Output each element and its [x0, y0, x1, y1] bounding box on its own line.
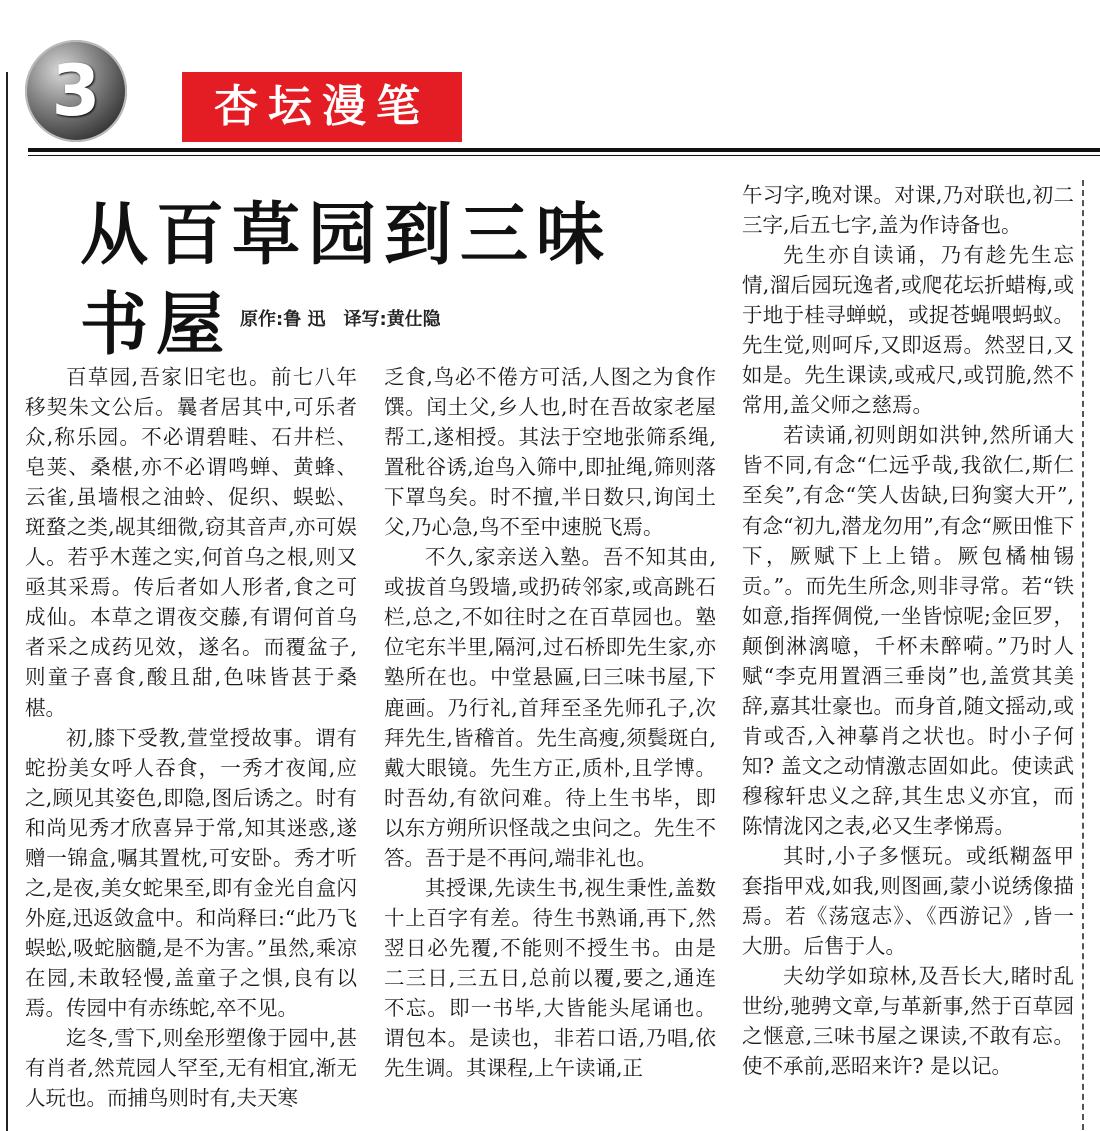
text-column-3 — [742, 180, 1074, 1128]
paragraph-continued: 午习字,晚对课。对课,乃对联也,初二三字,后五七字,盖为作诗备也。 — [742, 183, 1074, 238]
article-title: 从百草园到三味书屋 — [80, 195, 613, 365]
issue-number-badge — [25, 40, 127, 142]
paragraph: 若读诵,初则朗如洪钟,然所诵大皆不同,有念“仁远乎哉,我欲仁,斯仁至矣”,有念“笑人齿缺,曰狗窦大开”,有念“初九,潜龙勿用”,有念“厥田惟下下，厥赋下上上错。厥包橘柚锡贡。”。而先生所念,则非寻常。若“铁如意,指挥倜傥,一坐皆惊呢;金叵罗，颠倒淋漓噫，千杯未醉嗬。”乃时人赋“李克用置酒三垂岗”也,盖赏其美辞,嘉其壮豪也。而身首,随文摇动,或肯或否,入神摹肖之状也。时小子何知? 盖文之动情激志固如此。使读武穆稼轩忠义之辞,其生忠义亦宜，而陈情泷冈之表,必又生孝悌焉。 — [742, 423, 1074, 838]
paragraph-continued: 乏食,鸟必不倦方可活,人图之为食作馔。闰土父,乡人也,时在吾故家老屋帮工,遂相授。其法于空地张筛系绳,置秕谷诱,迨鸟入筛中,即扯绳,筛则落下罩鸟矣。时不擅,半日数只,询闰土父,乃心急,鸟不至中速脱飞焉。 — [384, 365, 716, 540]
issue-number: 3 — [51, 50, 101, 132]
header-rule-thick — [28, 148, 1100, 152]
author-name: 鲁 迅 — [283, 309, 326, 330]
text-column-2 — [384, 362, 716, 1128]
left-margin-rule — [6, 72, 8, 1131]
dashed-cut-line — [1082, 180, 1084, 1130]
translator-name: 黄仕隐 — [386, 309, 441, 330]
paragraph: 迄冬,雪下,则垒形塑像于园中,甚有肖者,然荒园人罕至,无有相宜,渐无人玩也。而捕鸟则时有,夫天寒 — [25, 1026, 357, 1111]
paragraph: 先生亦自读诵，乃有趁先生忘情,溜后园玩逸者,或爬花坛折蜡梅,或于地于桂寻蝉蜕，或捉苍蝇喂蚂蚁。先生觉,则呵斥,又即返焉。然翌日,又如是。先生课读,或戒尺,或罚脆,然不常用,盖父师之慈焉。 — [742, 243, 1074, 418]
text-column-1 — [25, 362, 357, 1128]
paragraph: 百草园,吾家旧宅也。前七八年移契朱文公后。曩者居其中,可乐者众,称乐园。不必谓碧畦、石井栏、皂荚、桑椹,亦不必谓鸣蝉、黄蜂、云雀,虽墙根之油蛉、促织、蜈蚣、斑蝥之类,觇其细微,窃其音声,亦可娱人。若乎木莲之实,何首乌之根,则又亟其采焉。传后者如人形者,食之可成仙。本草之谓夜交藤,有谓何首乌者采之成药见效，遂名。而覆盆子,则童子喜食,酸且甜,色味皆甚于桑椹。 — [25, 365, 357, 720]
byline: 原作:鲁 迅 译写:黄仕隐 — [240, 309, 441, 330]
translator-label: 译写 — [343, 309, 380, 330]
paragraph: 不久,家亲送入塾。吾不知其由,或拔首乌毁墙,或扔砖邻家,或高跳石栏,总之,不如往时之在百草园也。塾位宅东半里,隔河,过石桥即先生家,亦塾所在也。中堂悬匾,曰三味书屋,下鹿画。乃行礼,首拜至圣先师孔子,次拜先生,皆稽首。先生高瘦,须鬓斑白,戴大眼镜。先生方正,质朴,且学博。时吾幼,有欲问难。待上生书毕，即以东方朔所识怪哉之虫问之。先生不答。吾于是不再问,端非礼也。 — [384, 545, 716, 870]
paragraph: 夫幼学如琼林,及吾长大,睹时乱世纷,驰骋文章,与革新事,然于百草园之惬意,三味书屋之课读,不敢有忘。使不承前,恶昭来许? 是以记。 — [742, 964, 1074, 1079]
paragraph: 其时,小子多惬玩。或纸糊盔甲套指甲戏,如我,则图画,蒙小说绣像描焉。若《荡寇志》、《西游记》,皆一大册。后售于人。 — [742, 844, 1074, 959]
header-rule-thin — [28, 155, 1100, 156]
author-label: 原作 — [240, 309, 276, 330]
column-banner — [182, 72, 462, 142]
paragraph: 其授课,先读生书,视生秉性,盖数十上百字有差。待生书熟诵,再下,然翌日必先覆,不能则不授生书。由是二三日,三五日,总前以覆,要之,通连不忘。即一书毕,大皆能头尾诵也。谓包本。是读也，非若口语,乃唱,依先生调。其课程,上午读诵,正 — [384, 875, 716, 1081]
column-name: 杏坛漫笔 — [214, 81, 430, 132]
paragraph: 初,膝下受教,萱堂授故事。谓有蛇扮美女呼人吞食，一秀才夜闻,应之,顾见其姿色,即隐,图后诱之。时有和尚见秀才欣喜异于常,知其迷惑,遂赠一锦盒,嘱其置枕,可安卧。秀才听之,是夜,美女蛇果至,即有金光自盒闪外庭,迅返敛盒中。和尚释曰:“此乃飞蜈蚣,吸蛇脑髓,是不为害。”虽然,乘凉在园,未敢轻慢,盖童子之惧,良有以焉。传园中有赤练蛇,卒不见。 — [25, 725, 357, 1020]
